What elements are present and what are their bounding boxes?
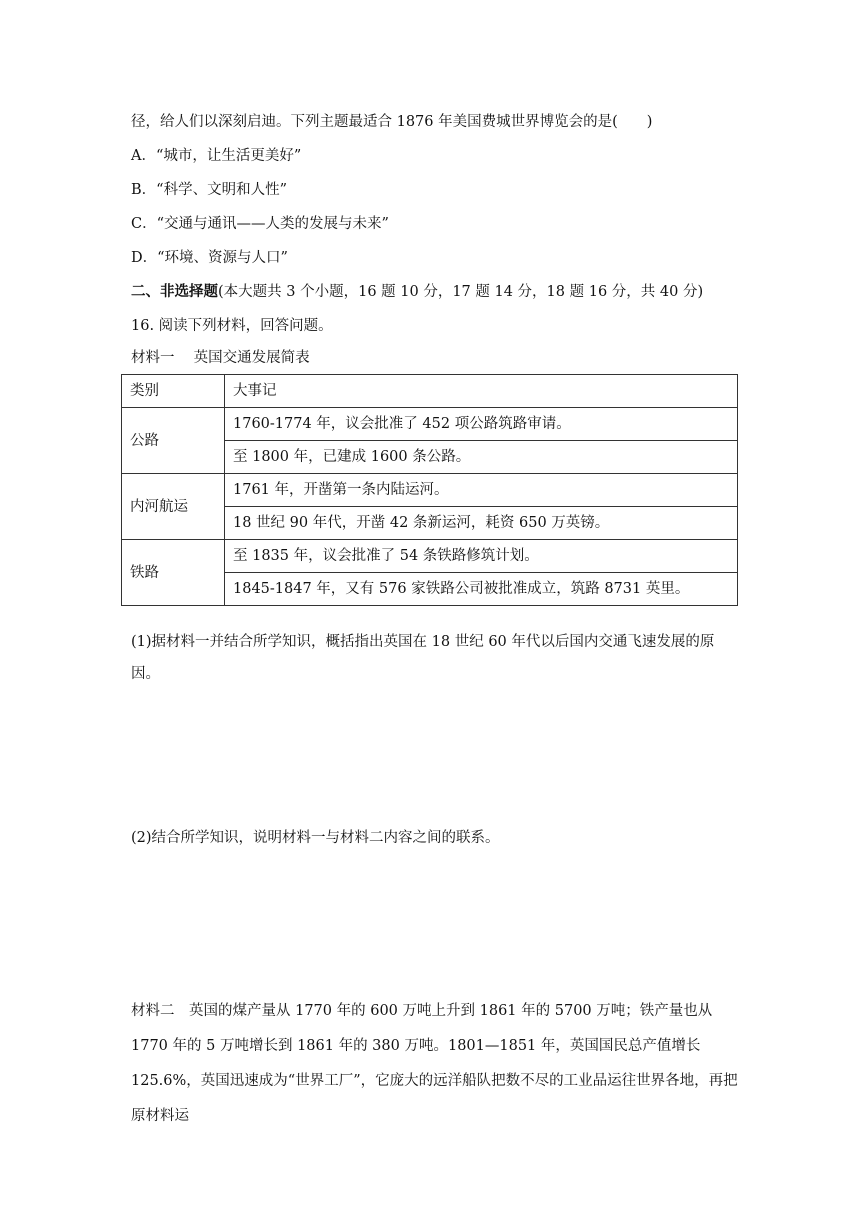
event-cell: 1761 年，开凿第一条内陆运河。	[225, 474, 738, 507]
option-d: D．“环境、资源与人口”	[131, 250, 288, 266]
header-category: 类别	[122, 375, 225, 408]
event-cell: 至 1835 年，议会批准了 54 条铁路修筑计划。	[225, 540, 738, 573]
section-title: 二、非选择题	[131, 283, 218, 300]
event-cell: 1760-1774 年，议会批准了 452 项公路筑路审请。	[225, 408, 738, 441]
table-row	[122, 408, 738, 441]
category-cell: 内河航运	[122, 474, 225, 540]
event-cell: 至 1800 年，已建成 1600 条公路。	[225, 441, 738, 474]
table-row	[122, 474, 738, 507]
header-events: 大事记	[225, 375, 738, 408]
question15-stem: 径，给人们以深刻启迪。下列主题最适合 1876 年美国费城世界博览会的是( )	[131, 114, 653, 130]
material2-text: 材料二 英国的煤产量从 1770 年的 600 万吨上升到 1861 年的 5700 万吨；铁产量也从 1770 年的 5 万吨增长到 1861 年的 380 万吨。1801—1851 年，英国国民总产值增长 125.6%，英国迅速成为“世界工厂”，它庞大的远洋船队把数不尽的工业品运往世界各地，再把原材料运	[131, 1003, 738, 1124]
material1-title: 材料一 英国交通发展简表	[131, 350, 310, 366]
section-note: (本大题共 3 个小题，16 题 10 分，17 题 14 分，18 题 16 分，共 40 分)	[218, 284, 704, 300]
event-cell: 1845-1847 年，又有 576 家铁路公司被批准成立，筑路 8731 英里。	[225, 573, 738, 606]
category-cell: 铁路	[122, 540, 225, 606]
option-c: C．“交通与通讯——人类的发展与未来”	[131, 216, 389, 232]
event-cell: 18 世纪 90 年代，开凿 42 条新运河，耗资 650 万英镑。	[225, 507, 738, 540]
sub-question-2: (2)结合所学知识，说明材料一与材料二内容之间的联系。	[131, 830, 500, 846]
option-b: B．“科学、文明和人性”	[131, 182, 287, 198]
table-header-row	[122, 375, 738, 408]
category-cell: 公路	[122, 408, 225, 474]
sub-question-1: (1)据材料一并结合所学知识，概括指出英国在 18 世纪 60 年代以后国内交通飞速发展的原因。	[131, 634, 715, 682]
transport-table	[121, 374, 738, 606]
table-row	[122, 540, 738, 573]
question16-intro: 16. 阅读下列材料，回答问题。	[131, 318, 333, 334]
section-heading	[131, 282, 703, 302]
option-a: A．“城市，让生活更美好”	[131, 148, 302, 164]
